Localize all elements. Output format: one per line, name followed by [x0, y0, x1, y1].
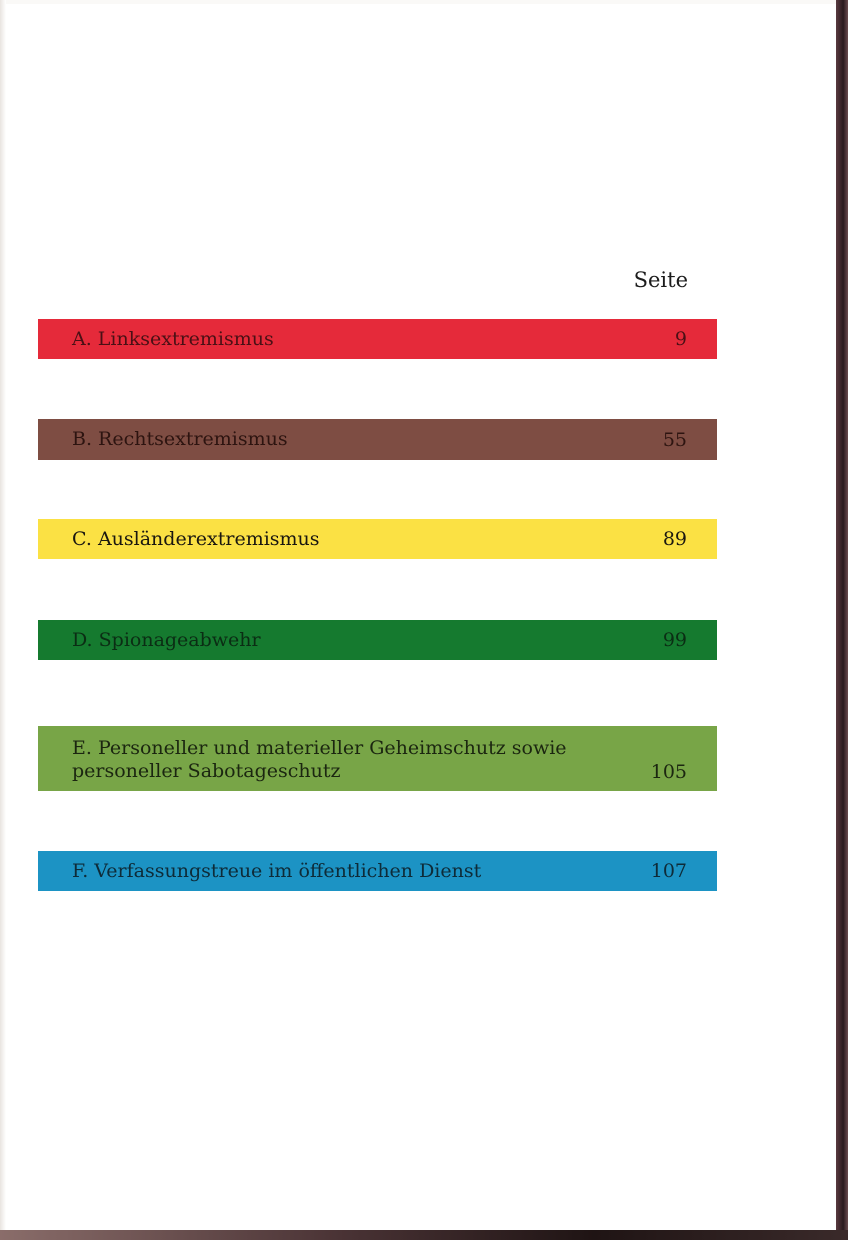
- toc-entry-verfassungstreue[interactable]: [38, 851, 717, 891]
- toc-entry-page: 9: [674, 328, 687, 350]
- toc-entry-rechtsextremismus[interactable]: [38, 419, 717, 460]
- toc-entry-auslaenderextremismus[interactable]: [38, 519, 717, 559]
- toc-entry-title: B. Rechtsextremismus: [72, 428, 288, 451]
- toc-entry-geheimschutz[interactable]: [38, 726, 717, 791]
- page-column-heading: Seite: [633, 268, 688, 292]
- toc-entry-page: 89: [662, 528, 687, 550]
- book-spine-edge: [836, 0, 848, 1240]
- toc-entry-title: E. Personeller und materieller Geheimschutz sowie personeller Sabotageschutz: [72, 737, 567, 783]
- document-page: [6, 4, 836, 1230]
- toc-entry-page: 55: [662, 428, 687, 451]
- toc-entry-linksextremismus[interactable]: [38, 319, 717, 359]
- toc-entry-title: A. Linksextremismus: [72, 327, 274, 350]
- toc-entry-title: D. Spionageabwehr: [72, 628, 261, 651]
- toc-entry-page: 107: [650, 860, 687, 882]
- toc-entry-title: F. Verfassungstreue im öffentlichen Dienst: [72, 859, 482, 882]
- toc-entry-page: 99: [662, 629, 687, 651]
- toc-entry-title: C. Ausländerextremismus: [72, 527, 320, 550]
- toc-entry-page: 105: [650, 761, 687, 783]
- toc-entry-spionageabwehr[interactable]: [38, 620, 717, 660]
- book-bottom-edge: [0, 1230, 848, 1240]
